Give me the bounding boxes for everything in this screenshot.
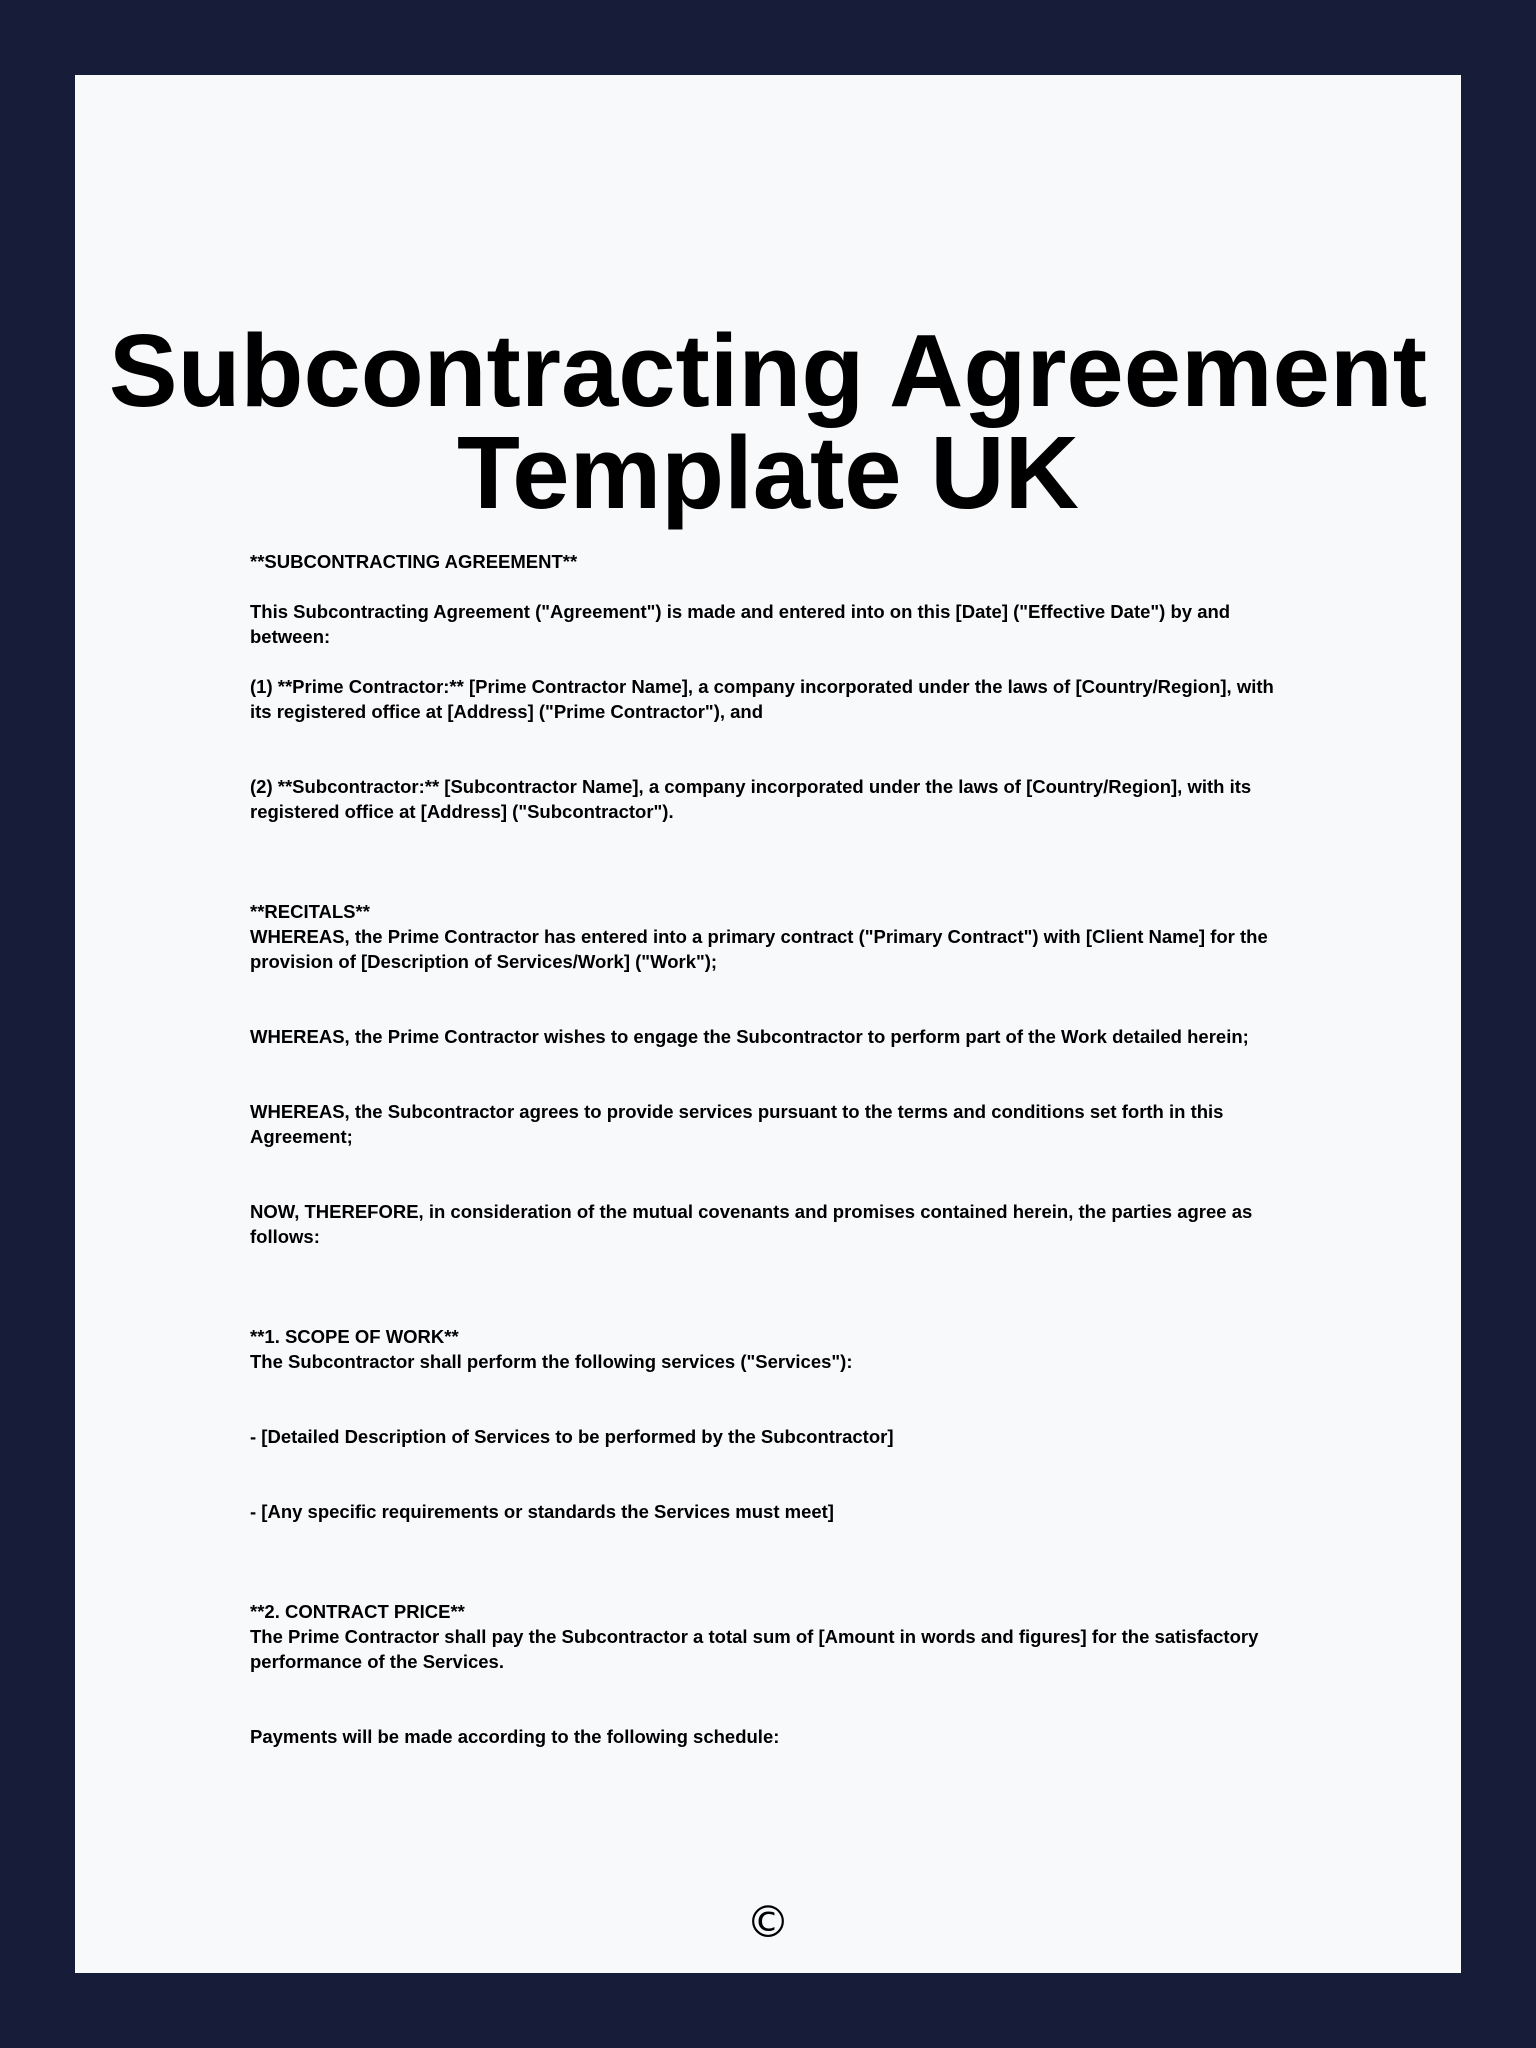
agreement-paragraph: WHEREAS, the Prime Contractor has entered into a primary contract ("Primary Contract") with [Client Name] for the provision of [Description of Services/Work] ("Work"); (250, 926, 1273, 972)
agreement-paragraph: **1. SCOPE OF WORK** (250, 1326, 459, 1347)
agreement-paragraph: **2. CONTRACT PRICE** (250, 1601, 465, 1622)
agreement-paragraph: The Prime Contractor shall pay the Subcontractor a total sum of [Amount in words and figures] for the satisfactory performance of the Services. (250, 1626, 1264, 1672)
agreement-body (250, 549, 1286, 1749)
agreement-paragraph: WHEREAS, the Prime Contractor wishes to engage the Subcontractor to perform part of the Work detailed herein; (250, 1026, 1249, 1047)
agreement-paragraph: The Subcontractor shall perform the following services ("Services"): (250, 1351, 853, 1372)
document-title (75, 313, 1461, 530)
agreement-paragraph: WHEREAS, the Subcontractor agrees to provide services pursuant to the terms and conditions set forth in this Agreement; (250, 1101, 1228, 1147)
title-line-2: Template UK (457, 415, 1079, 530)
agreement-paragraph: NOW, THEREFORE, in consideration of the mutual covenants and promises contained herein, the parties agree as follows: (250, 1201, 1258, 1247)
agreement-paragraph: **SUBCONTRACTING AGREEMENT** (250, 551, 578, 572)
agreement-paragraph: (1) **Prime Contractor:** [Prime Contractor Name], a company incorporated under the laws of [Country/Region], with its registered office at [Address] ("Prime Contractor"), and (250, 676, 1279, 722)
agreement-paragraph: (2) **Subcontractor:** [Subcontractor Name], a company incorporated under the laws of [Country/Region], with its registered office at [Address] ("Subcontractor"). (250, 776, 1257, 822)
agreement-paragraph: This Subcontracting Agreement ("Agreement") is made and entered into on this [Date] ("Effective Date") by and between: (250, 601, 1236, 647)
document-page (75, 75, 1461, 1973)
agreement-paragraph: - [Any specific requirements or standards the Services must meet] (250, 1501, 834, 1522)
agreement-paragraph: Payments will be made according to the following schedule: (250, 1726, 780, 1747)
copyright-icon: © (746, 1897, 790, 1948)
agreement-paragraph: **RECITALS** (250, 901, 370, 922)
title-line-1: Subcontracting Agreement (108, 313, 1428, 428)
agreement-paragraph: - [Detailed Description of Services to be performed by the Subcontractor] (250, 1426, 894, 1447)
